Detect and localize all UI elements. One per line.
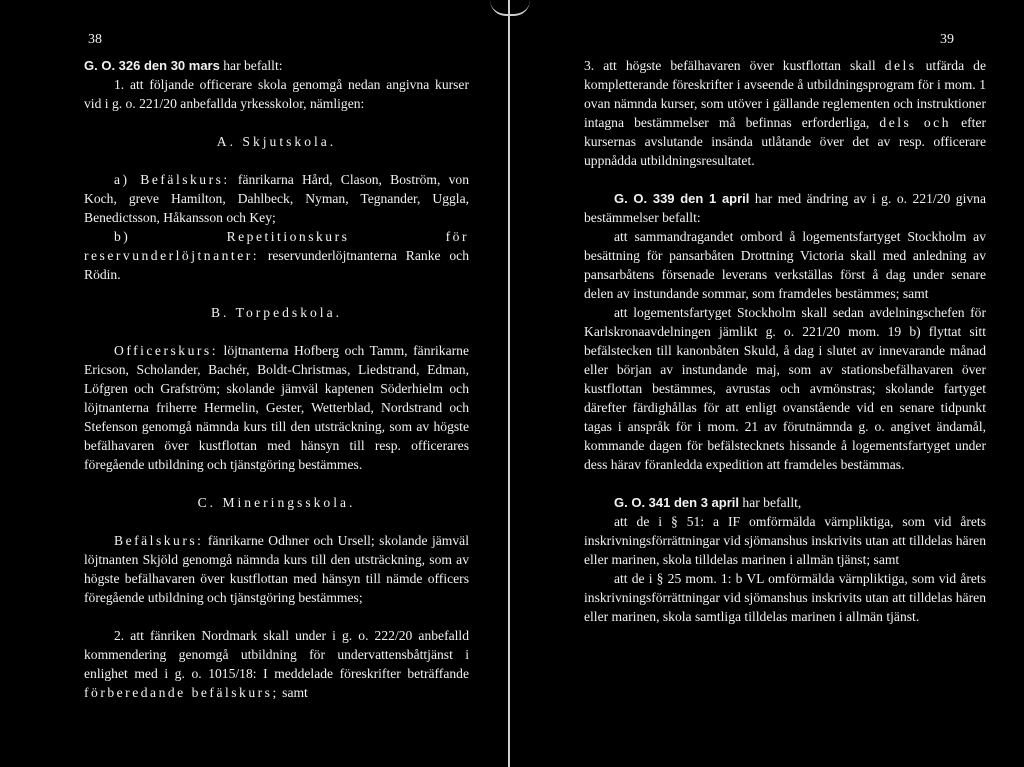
order-339-intro: G. O. 339 den 1 april har med ändring av i g. o. 221/20 givna bestämmelser befallt: xyxy=(584,191,986,225)
order-326-item-3: 3. att högste befälhavaren över kustflottan skall dels utfärda de kompletterande föreskrifter i avseende å utbildningsprogram för i mom. 1 ovan nämnda kurser, som utöver i gällande reglementen och instruktioner intagna bestämmelser må befinnas erforderliga, dels och efter kursernas avslutande insända utlåtande över det av resp. officerare uppnådda utbildningsresultatet. xyxy=(584,58,986,168)
left-column xyxy=(84,56,469,702)
right-page xyxy=(512,0,1024,767)
order-341-header: G. O. 341 den 3 april xyxy=(614,495,739,510)
left-page xyxy=(0,0,505,767)
section-c-text: Befälskurs: fänrikarne Odhner och Ursell; skolande jämväl löjtnanten Skjöld genomgå nämnda kurs till den utsträckning, som av högste befälhavaren över kustflottan med hänsyn till nämde officers föregående utbildning och tjänstgöring bestämmes; xyxy=(84,533,469,605)
right-column xyxy=(584,56,986,626)
section-c-heading: C. Mineringsskola. xyxy=(197,495,356,510)
order-326-item-2: 2. att fänriken Nordmark skall under i g. o. 222/20 anbefalld kommendering genomgå utbildning för undervattensbåttjänst i enlighet med i g. o. 1015/18: I meddelade föreskrifter beträffande förberedande befälskurs; samt xyxy=(84,628,469,700)
order-326-intro: G. O. 326 den 30 mars har befallt: xyxy=(84,58,283,73)
page-number-left: 38 xyxy=(88,32,102,47)
section-a-item-a: a) Befälskurs: fänrikarna Hård, Clason, Boström, von Koch, greve Hamilton, Dahlbeck, Nyman, Tegnander, Uggla, Benedictsson, Håkansson och Key; xyxy=(84,172,469,225)
section-b-heading: B. Torpedskola. xyxy=(210,305,343,320)
section-b-text: Officerskurs: löjtnanterna Hofberg och Tamm, fänrikarne Ericson, Scholander, Bachér, Boldt-Christmas, Liedstrand, Edman, Löfgren och Grafström; skolande jämväl kaptenen Söderhielm och löjtnanterna friherre Hermelin, Gester, Wetterblad, Nordstrand och Stefenson genomgå nämnda kurs till den utsträckning, som av högste befälhavaren över kustflottan med hänsyn till resp. officerares föregående utbildning och tjänstgöring bestämmes. xyxy=(84,343,469,472)
order-341-intro: G. O. 341 den 3 april har befallt, xyxy=(614,495,802,510)
order-326-item-1: 1. att följande officerare skola genomgå nedan angivna kurser vid i g. o. 221/20 anbefallda yrkesskolor, nämligen: xyxy=(84,77,469,111)
order-341-para-2: att de i § 25 mom. 1: b VL omförmälda värnpliktiga, som vid årets inskrivningsförrättningar vid sjömanshus inskrivits utan att tilldelas hären eller marinen, skola samtliga tilldelas marinen i allmän tjänst. xyxy=(584,571,986,624)
page-gutter xyxy=(508,0,510,767)
order-339-para-2: att logementsfartyget Stockholm skall sedan avdelningschefen för Karlskronaavdelningen jämlikt g. o. 221/20 mom. 19 b) flyttat sitt befälstecken till kanonbåten Skuld, å dag i slutet av innevarande månad eller början av instundande maj, som av stationsbefälhavaren över kustflottan bestämmes, avrustas och avmönstras; skolande fartyget därefter färdighållas för att enligt ovanstående vid en senare tidpunkt tagas i anspråk för i mom. 21 av förutnämnda g. o. angivet ändamål, kommande dagen för befälstecknets hissande å logementsfartyget under dess härav föranledda expedition att framdeles bestämmas. xyxy=(584,305,986,472)
order-326-header: G. O. 326 den 30 mars xyxy=(84,58,220,73)
order-339-para-1: att sammandragandet ombord å logementsfartyget Stockholm av besättning för pansarbåten Drottning Victoria skall med anledning av pansarbåtens försenade leverans verkställas först å dag under senare delen av instundande sommar, som framdeles bestämmes; samt xyxy=(584,229,986,301)
order-339-header: G. O. 339 den 1 april xyxy=(614,191,750,206)
section-a-heading: A. Skjutskola. xyxy=(216,134,337,149)
page-number-right: 39 xyxy=(940,32,954,47)
section-a-item-b: b) Repetitionskurs för reservunderlöjtnanter: reservunderlöjtnanterna Ranke och Rödin. xyxy=(84,229,469,282)
order-341-para-1: att de i § 51: a IF omförmälda värnpliktiga, som vid årets inskrivningsförrättningar vid sjömanshus inskrivits utan att tilldelas hären eller marinen, skola tilldelas marinen i allmän tjänst; samt xyxy=(584,514,986,567)
